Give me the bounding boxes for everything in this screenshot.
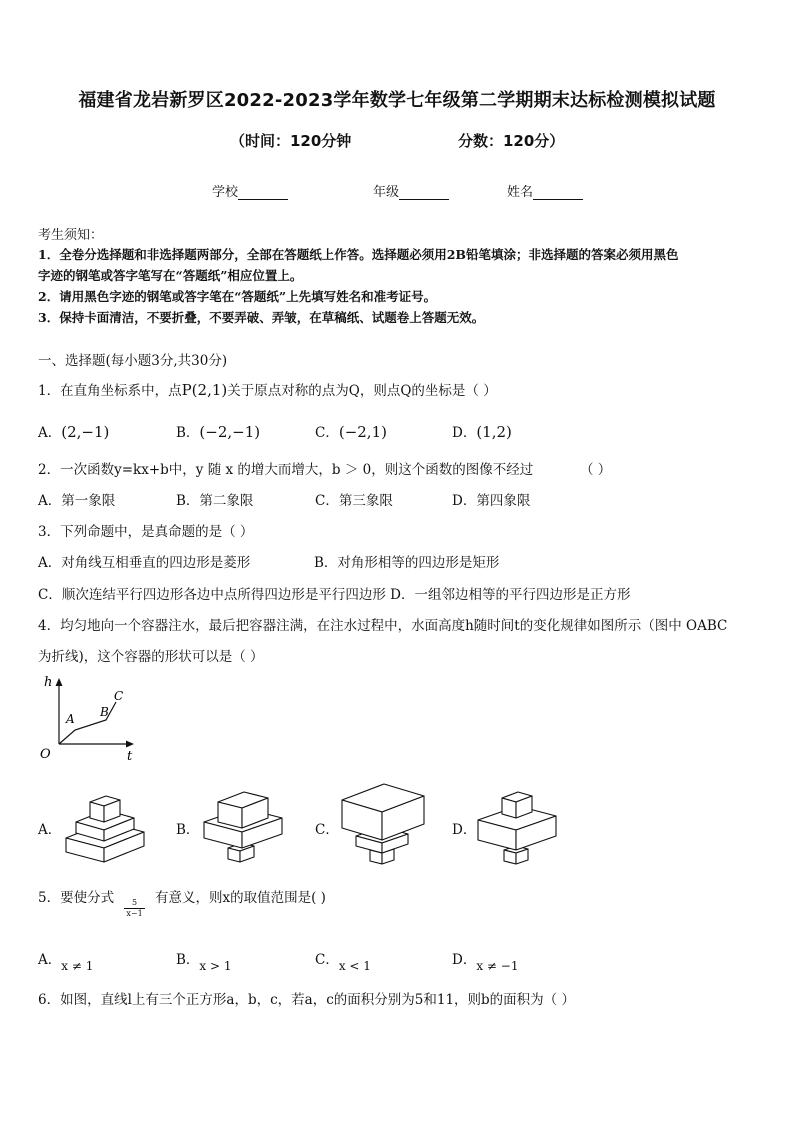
q1-text-d: 的坐标是（ ） — [411, 383, 497, 399]
q2-answer-paren: （ ） — [580, 462, 612, 478]
point-b-label: B — [100, 705, 109, 719]
q5-denominator: x−1 — [126, 909, 143, 918]
q4-option-a-label[interactable]: A． — [38, 822, 62, 838]
notice-line-3: 3．保持卡面清洁，不要折叠，不要弄破、弄皱，在草稿纸、试题卷上答题无效。 — [38, 310, 485, 325]
q4-option-c-label[interactable]: C． — [315, 822, 339, 838]
q5-text-b: 有意义，则x的取值范围是( ) — [155, 890, 326, 906]
q2-option-b[interactable]: B．第二象限 — [176, 493, 254, 509]
origin-label: O — [40, 747, 51, 762]
q1-option-c[interactable]: C．(−2,1) — [315, 423, 387, 441]
water-height-graph — [34, 672, 140, 764]
container-c-figure[interactable] — [338, 780, 428, 868]
q4-option-d-label[interactable]: D． — [452, 822, 477, 838]
q1-q2: Q — [400, 383, 412, 399]
t-axis-label: t — [127, 749, 133, 764]
container-b-figure[interactable] — [200, 786, 286, 866]
name-blank[interactable] — [533, 187, 583, 200]
school-label: 学校 — [212, 185, 239, 200]
q1-option-a[interactable]: A．(2,−1) — [38, 423, 110, 441]
q5-option-b[interactable]: B．x > 1 — [176, 952, 232, 973]
q1-point: P(2,1) — [181, 381, 228, 399]
name-label: 姓名 — [507, 185, 534, 200]
question-1-stem — [38, 379, 497, 399]
q1-option-b[interactable]: B．(−2,−1) — [176, 423, 261, 441]
question-5-stem — [38, 886, 326, 918]
container-a-figure[interactable] — [62, 786, 148, 866]
q3-option-cd[interactable]: C．顺次连结平行四边形各边中点所得四边形是平行四边形 D．一组邻边相等的平行四边形是正方形 — [38, 587, 631, 603]
q2-option-d[interactable]: D．第四象限 — [452, 493, 531, 509]
question-3-stem: 3．下列命题中，是真命题的是（ ） — [38, 524, 254, 540]
q3-option-a[interactable]: A．对角线互相垂直的四边形是菱形 — [38, 555, 251, 571]
question-6-stem: 6．如图，直线l上有三个正方形a，b，c，若a，c的面积分别为5和11，则b的面积为（ ） — [38, 992, 575, 1008]
exam-time: （时间：120分钟 — [230, 132, 352, 150]
q1-q1: Q — [348, 383, 360, 399]
h-axis-label: h — [44, 675, 53, 690]
q5-fraction — [124, 898, 144, 919]
name-field[interactable] — [507, 181, 583, 200]
q3-option-b[interactable]: B．对角形相等的四边形是矩形 — [314, 555, 500, 571]
q5-numerator: 5 — [124, 898, 144, 909]
page-title: 福建省龙岩新罗区2022-2023学年数学七年级第二学期期末达标检测模拟试题 — [78, 90, 716, 111]
notice-line-1b: 字迹的钢笔或答字笔写在“答题纸”相应位置上。 — [38, 268, 303, 283]
q1-text-a: 1．在直角坐标系中，点 — [38, 383, 182, 399]
notice-line-2: 2．请用黑色字迹的钢笔或答字笔在“答题纸”上先填写姓名和准考证号。 — [38, 289, 437, 304]
point-a-label: A — [66, 712, 75, 726]
grade-field[interactable] — [373, 181, 449, 200]
q5-text-a: 5．要使分式 — [38, 890, 115, 906]
grade-blank[interactable] — [399, 187, 449, 200]
grade-label: 年级 — [373, 185, 400, 200]
point-c-label: C — [114, 689, 124, 703]
q5-option-c[interactable]: C．x < 1 — [315, 952, 371, 973]
exam-score: 分数：120分） — [458, 132, 565, 150]
q5-option-a[interactable]: A．x ≠ 1 — [38, 952, 94, 973]
container-d-figure[interactable] — [474, 784, 560, 868]
q4-option-b-label[interactable]: B． — [176, 822, 200, 838]
notice-heading: 考生须知： — [38, 228, 104, 243]
notice-line-1: 1．全卷分选择题和非选择题两部分，全部在答题纸上作答。选择题必须用2B铅笔填涂；非选择题的答案必须用黑色 — [38, 247, 679, 262]
q1-text-b: 关于原点对称的点为 — [227, 383, 349, 399]
q2-option-c[interactable]: C．第三象限 — [315, 493, 393, 509]
q1-option-d[interactable]: D．(1,2) — [452, 423, 512, 441]
q2-option-a[interactable]: A．第一象限 — [38, 493, 116, 509]
question-4-stem-2: 为折线)，这个容器的形状可以是（ ） — [38, 649, 264, 665]
question-4-stem-1: 4．均匀地向一个容器注水，最后把容器注满，在注水过程中，水面高度h随时间t的变化规律如图所示（图中 OABC — [38, 618, 728, 634]
section-heading: 一、选择题(每小题3分,共30分) — [38, 353, 228, 369]
q1-text-c: ，则点 — [359, 383, 401, 399]
school-field[interactable] — [212, 181, 288, 200]
school-blank[interactable] — [238, 187, 288, 200]
q5-option-d[interactable]: D．x ≠ −1 — [452, 952, 519, 973]
question-2-stem: 2．一次函数y=kx+b中，y 随 x 的增大而增大，b ＞ 0，则这个函数的图像不经过 — [38, 462, 534, 478]
